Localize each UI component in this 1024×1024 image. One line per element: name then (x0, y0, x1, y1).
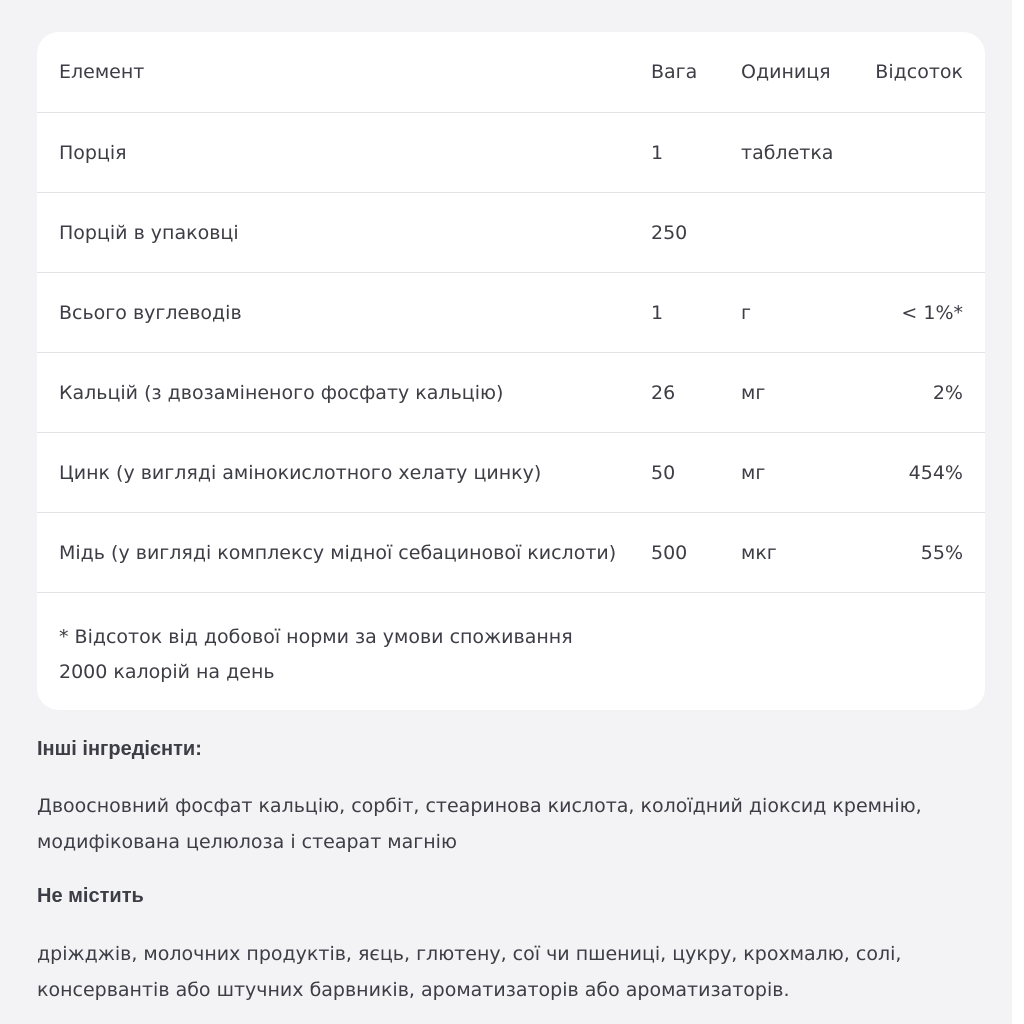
table-row (37, 273, 985, 353)
row-weight: 50 (651, 462, 676, 484)
row-name: Порцій в упаковці (59, 222, 239, 244)
row-unit: таблетка (741, 142, 834, 164)
row-unit: мг (741, 462, 766, 484)
header-percent: Відсоток (875, 61, 963, 83)
table-row (37, 433, 985, 513)
row-unit: мкг (741, 542, 777, 564)
row-name: Кальцій (з двозаміненого фосфату кальцію) (59, 382, 504, 404)
row-percent: 454% (908, 462, 963, 484)
other-ingredients-text (37, 788, 977, 860)
table-row (37, 513, 985, 593)
row-unit: мг (741, 382, 766, 404)
row-name: Всього вуглеводів (59, 302, 242, 324)
row-weight: 1 (651, 302, 664, 324)
table-row (37, 193, 985, 273)
right-edge (1012, 0, 1024, 1024)
row-weight: 250 (651, 222, 688, 244)
header-weight: Вага (651, 61, 698, 83)
header-unit: Одиниця (741, 61, 831, 83)
row-percent: 2% (932, 382, 963, 404)
table-footnote (59, 620, 679, 690)
free-from-line: дріжджів, молочних продуктів, яєць, глютену, сої чи пшениці, цукру, крохмалю, солі, (37, 943, 902, 965)
row-weight: 26 (651, 382, 676, 404)
row-name: Мідь (у вигляді комплексу мідної себацинової кислоти) (59, 542, 617, 564)
table-row (37, 113, 985, 193)
row-weight: 500 (651, 542, 688, 564)
free-from-line: консервантів або штучних барвників, ароматизаторів або ароматизаторів. (37, 979, 790, 1001)
table-row (37, 353, 985, 433)
other-ingredients-heading: Інші інгредієнти: (37, 738, 202, 760)
other-ingredients-line: Двоосновний фосфат кальцію, сорбіт, стеаринова кислота, колоїдний діоксид кремнію, (37, 795, 922, 817)
other-ingredients-line: модифікована целюлоза і стеарат магнію (37, 831, 457, 853)
nutrition-table-card (37, 32, 985, 710)
header-element: Елемент (59, 61, 145, 83)
free-from-text (37, 936, 977, 1008)
table-header-row (37, 32, 985, 113)
free-from-heading: Не містить (37, 885, 144, 907)
row-weight: 1 (651, 142, 664, 164)
footnote-line: 2000 калорій на день (59, 661, 275, 683)
row-name: Порція (59, 142, 127, 164)
row-unit: г (741, 302, 751, 324)
row-name: Цинк (у вигляді амінокислотного хелату цинку) (59, 462, 542, 484)
row-percent: 55% (920, 542, 963, 564)
row-percent: < 1%* (901, 302, 963, 324)
footnote-line: * Відсоток від добової норми за умови споживання (59, 626, 573, 648)
